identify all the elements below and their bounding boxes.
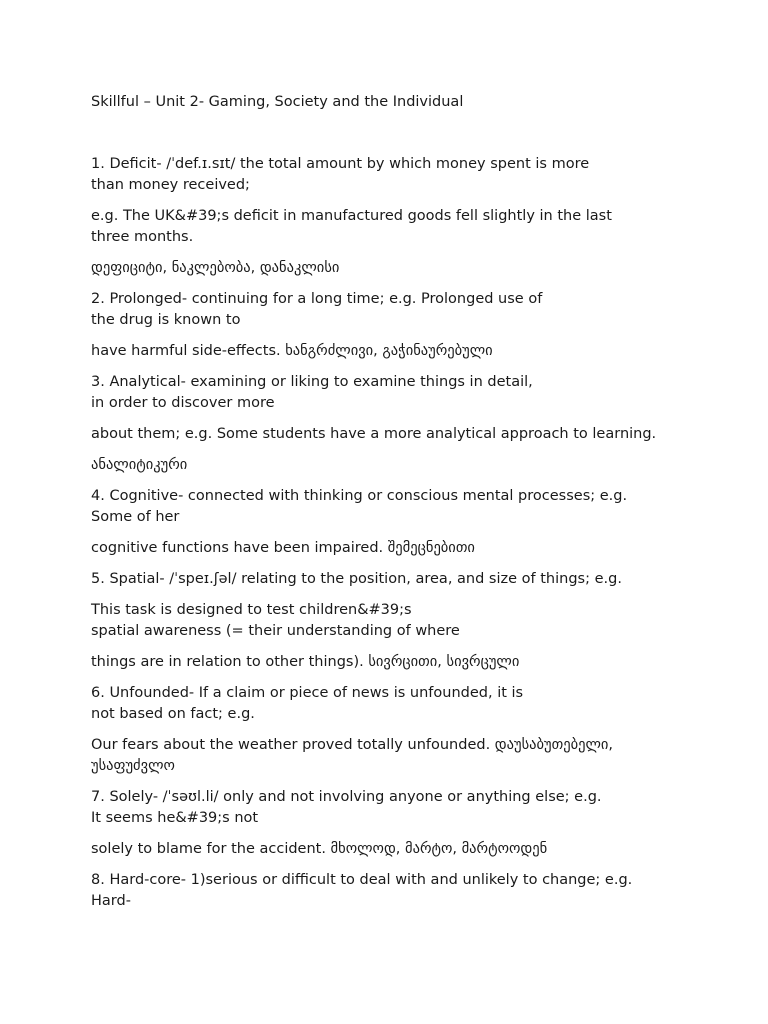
paragraph-spatial-example: This task is designed to test children&#39;s spatial awareness (= their understanding of where <box>91 602 460 639</box>
paragraph-deficit-definition: 1. Deficit- /ˈdef.ɪ.sɪt/ the total amount by which money spent is more than money received; <box>91 156 590 193</box>
paragraph-prolonged-example: have harmful side-effects. ხანგრძლივი, გაჭინაურებული <box>91 343 493 359</box>
paragraph-solely-definition: 7. Solely- /ˈsəʊl.li/ only and not involving anyone or anything else; e.g. It seems he&#39;s not <box>91 789 602 826</box>
document-title: Skillful – Unit 2- Gaming, Society and the Individual <box>91 94 464 110</box>
paragraph-spatial-definition: 5. Spatial- /ˈspeɪ.ʃəl/ relating to the position, area, and size of things; e.g. <box>91 571 622 587</box>
paragraph-analytical-example: about them; e.g. Some students have a more analytical approach to learning. <box>91 426 657 442</box>
paragraph-deficit-translation: დეფიციტი, ნაკლებობა, დანაკლისი <box>91 260 340 276</box>
paragraph-analytical-translation: ანალიტიკური <box>91 457 188 473</box>
paragraph-prolonged-definition: 2. Prolonged- continuing for a long time; e.g. Prolonged use of the drug is known to <box>91 291 543 328</box>
paragraph-unfounded-example: Our fears about the weather proved totally unfounded. დაუსაბუთებელი, უსაფუძვლო <box>91 737 613 774</box>
paragraph-solely-example: solely to blame for the accident. მხოლოდ, მარტო, მარტოოდენ <box>91 841 548 857</box>
paragraph-hardcore-definition: 8. Hard-core- 1)serious or difficult to deal with and unlikely to change; e.g. Hard- <box>91 872 633 909</box>
paragraph-deficit-example: e.g. The UK&#39;s deficit in manufactured goods fell slightly in the last three months. <box>91 208 612 245</box>
paragraph-analytical-definition: 3. Analytical- examining or liking to examine things in detail, in order to discover more <box>91 374 533 411</box>
paragraph-cognitive-definition: 4. Cognitive- connected with thinking or conscious mental processes; e.g. Some of her <box>91 488 628 525</box>
paragraph-cognitive-example: cognitive functions have been impaired. შემეცნებითი <box>91 540 475 556</box>
document-body <box>91 154 691 922</box>
paragraph-spatial-translation: things are in relation to other things). სივრცითი, სივრცული <box>91 654 520 670</box>
paragraph-unfounded-definition: 6. Unfounded- If a claim or piece of news is unfounded, it is not based on fact; e.g. <box>91 685 524 722</box>
